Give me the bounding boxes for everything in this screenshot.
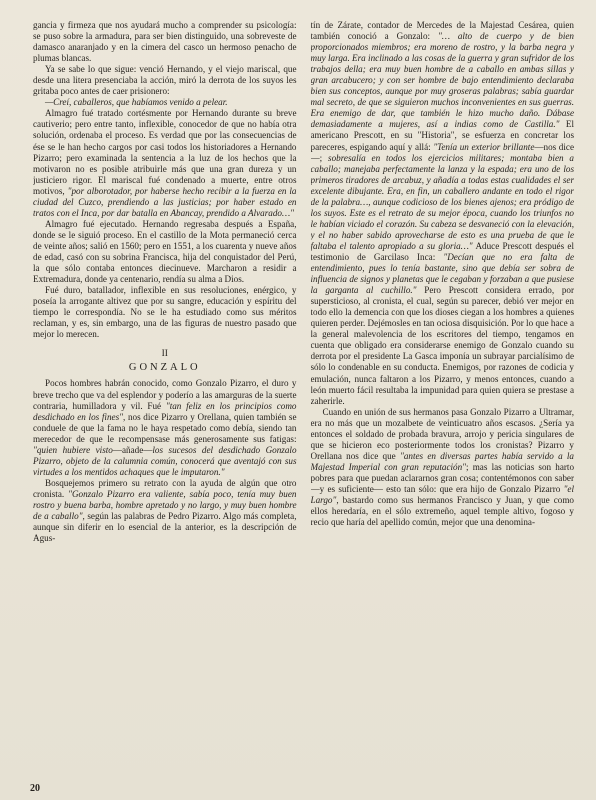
paragraph: Pocos hombres habrán conocido, como Gonzalo Pizarro, el duro y breve trecho que va del esplendor y poderío a las amarguras de la suerte contraria, humilladora y vil. Fué "tan feliz en los principios como desdichado en los fines", nos dice Pizarro y Orellana, quien también se conduele de que la fama no le haya respetado como debía, siendo tan merecedor de que le recompensase más generosamente sus fatigas: "quien hubiere visto—añade—los sucesos del desdichado Gonzalo Pizarro, objeto de la calumnia común, conocerá que aventajó con sus virtudes a los mentidos achaques que le imputaron." [33,378,297,477]
left-column [33,20,297,772]
section-number: II [161,349,168,360]
paragraph: Bosquejemos primero su retrato con la ayuda de algún que otro cronista. "Gonzalo Pizarro era valiente, sabía poco, tenía muy buen rostro y buena barba, hombre apretado y no largo, y muy buen hombre de a caballo", según las palabras de Pedro Pizarro. Algo más completa, aunque sin diferir en lo esencial de la anterior, es la descripción de Agus- [33,477,297,544]
paragraph: gancia y firmeza que nos ayudará mucho a comprender su psicología: se puso sobre la armadura, para ser bien distinguido, una sobreveste de damasco anaranjado y en la cimera del casco un hermoso penacho de plumas blancas. [33,20,297,64]
page-number: 20 [30,783,40,794]
paragraph: tín de Zárate, contador de Mercedes de la Majestad Cesárea, quien también conoció a Gonzalo: "… alto de cuerpo y de bien proporcionados miembros; era moreno de rostro, y la barba negra y muy larga. Era inclinado a las cosas de la guerra y gran sufridor de los trabajos della; era muy buen hombre de a caballo en ambas sillas y gran arcabucero; y con ser hombre de bajo entendimiento declaraba bien sus conceptos, aunque por muy groseras palabras; sabía guardar mal secreto, de que se siguieron muchos inconvenientes en sus guerras. Era enemigo de dar, que también le hizo mucho daño. Dábase demasiadamente a mujeres, así a indias como de Castilla." El americano Prescott, en su "Historia", se esfuerza en concretar los pareceres, espigando aquí y allá: "Tenía un exterior brillante—nos dice—; sobresalía en todos los ejercicios militares; montaba bien a caballo; manejaba perfectamente la lanza y la espada; era uno de los primeros tiradores de arcabuz, y añadía a todas estas cualidades el ser excelente dibujante. Era, en fin, un caballero andante en todo el rigor de la palabra…, aunque codicioso de los bienes ajenos; era pródigo de los suyos. Este es el retrato de su mejor época, cuando los triunfos no le habían viciado el corazón. Su cabeza se desvaneció con la elevación, y el no haber sabido aprovecharse de esto es una prueba de que le faltaba el talento apropiado a su gloria…" Aduce Prescott después el testimonio de Garcilaso Inca: "Decían que no era falta de entendimiento, pues lo tenía bastante, sino que debía ser sobra de influencia de signos y planetas que le cegaban y forzaban a que pusiese la garganta al cuchillo." Pero Prescott considera errado, por supersticioso, al cronista, el cual, según su parecer, debió ver mejor en todo ello la demencia con que los dioses ciegan a los hombres a quienes quieren perder. Dejémosles en tan ociosa disquisición. Por lo que hace a la general malevolencia de los escritores del tiempo, tengamos en cuenta que obligado era considerarse enemigo de Gonzalo cuando su derrota por el presidente La Gasca imponía un subrayar parcialísimo de sólo lo condenable en su conducta. Enemigos, por razones de codicia y emulación, nunca faltaron a los Pizarro, y menos entonces, cuando a león muerto fácil resultaba la impunidad para quien quiera se prestase a zaherirle. [310,20,574,406]
right-column [311,20,575,772]
paragraph: Ya se sabe lo que sigue: venció Hernando, y el viejo mariscal, que desde una litera presenciaba la acción, miró la derrota de los suyos les gritaba poco antes de caer prisionero: [33,64,297,97]
section-title: GONZALO [128,362,201,374]
text-columns [33,20,574,772]
paragraph: Almagro fué ejecutado. Hernando regresaba después a España, donde se le siguió proceso. En el castillo de la Mota permaneció cerca de veinte años; salió en 1560; pero en 1551, a los cuarenta y nueve años de edad, casó con su sobrina Francisca, hija del conquistador del Perú, la que sólo contaba entonces diecinueve. Marcharon a residir a Extremadura, donde ya centenario, rendía su alma a Dios. [33,218,297,285]
quote-paragraph: —Creí, caballeros, que habíamos venido a pelear. [45,97,228,108]
paragraph: Cuando en unión de sus hermanos pasa Gonzalo Pizarro a Ultramar, era no más que un mozalbete de veinticuatro años escasos. ¿Sería ya entonces el soldado de probada bravura, arrojo y pericia singulares de que se hicieron eco posteriormente todos los cronistas? Pizarro y Orellana nos dice que "antes en diversas partes había servido a la Majestad Imperial con gran reputación"; mas las noticias son harto pobres para que puedan aclararnos gran cosa; contentémonos con saber —y es suficiente— esto tan sólo: que era hijo de Gonzalo Pizarro "el Largo", bastardo como sus hermanos Francisco y Juan, y que como ellos heredaría, en el sólo extremeño, aquel temple altivo, fogoso y recio que haría del apellido común, mejor que una denomina- [310,406,574,528]
paragraph: Fué duro, batallador, inflexible en sus resoluciones, enérgico, y poseía la arrogante altivez que por su sangre, educación y espíritu del tiempo le correspondía. No se le ha estudiado como sus méritos reclaman, y es, sin embargo, una de las figuras de nuestro pasado que mejor lo merecen. [33,285,297,340]
paragraph: Almagro fué tratado cortésmente por Hernando durante su breve cautiverio; pero entre tanto, inflexible, conocedor de que no había otra solución, ordenaba el proceso. Es verdad que por las consecuencias de ése se le han hecho cargos por casi todos los historiadores a Hernando Pizarro; pero examinada la sentencia a la luz de los hechos que la motivaron no es posible atribuirle más que una gran dureza y un justiciero rigor. El mariscal fué condenado a muerte, entre otros motivos, "por alborotador, por haberse hecho recibir a la fuerza en la ciudad del Cuzco, prendiendo a las justicias; por haber estado en tratos con el Inca, por dar batalla en Abancay, prendido a Alvarado…" [33,108,297,218]
